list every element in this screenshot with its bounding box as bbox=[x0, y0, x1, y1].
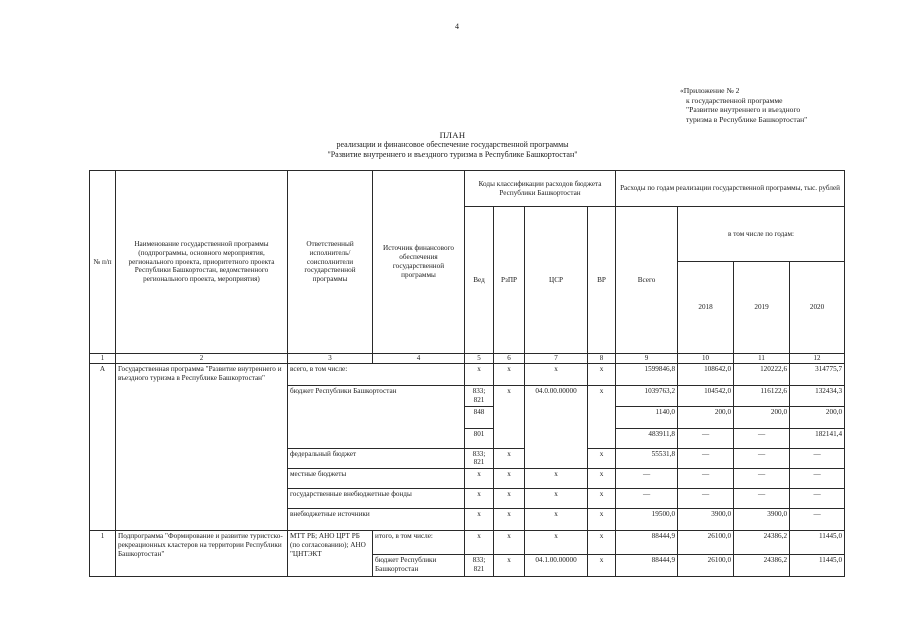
col-name-header: Наименование государственной программы (подпрограммы, основного мероприятия, регионального проекта, приоритетного проекта Республики Башкортостан, ведомственного регионального проекта, мероприятия) bbox=[116, 171, 288, 354]
y2018-cell: — bbox=[678, 428, 734, 448]
col-rzpr-header: РзПР bbox=[494, 207, 525, 354]
subprogram-num: 1 bbox=[90, 531, 116, 577]
title-line: реализации и финансовое обеспечение государственной программы bbox=[336, 140, 569, 149]
y2019-cell: 24386,2 bbox=[734, 555, 790, 577]
y2020-cell: — bbox=[790, 509, 845, 531]
col-ved-header: Вед bbox=[465, 207, 494, 354]
source-cell: федеральный бюджет bbox=[288, 448, 465, 469]
y2020-cell: — bbox=[790, 448, 845, 469]
header-row bbox=[90, 171, 845, 207]
source-cell: бюджет Республики Башкортостан bbox=[373, 555, 465, 577]
y2019-cell: — bbox=[734, 428, 790, 448]
rzpr-cell: x bbox=[494, 489, 525, 509]
y2018-cell: 200,0 bbox=[678, 406, 734, 428]
y2020-cell: 11445,0 bbox=[790, 531, 845, 555]
column-number: 1 bbox=[90, 354, 116, 364]
ved-cell: 833; 821 bbox=[465, 386, 494, 407]
vr-cell: x bbox=[588, 364, 616, 386]
total-cell: 1039763,2 bbox=[616, 386, 678, 407]
y2019-cell: 116122,6 bbox=[734, 386, 790, 407]
y2018-cell: 26100,0 bbox=[678, 531, 734, 555]
col-total-header: Всего bbox=[616, 207, 678, 354]
ved-cell: x bbox=[465, 489, 494, 509]
vr-cell: x bbox=[588, 386, 616, 449]
ved-cell: 833; 821 bbox=[465, 448, 494, 469]
ved-cell: x bbox=[465, 364, 494, 386]
appendix-line: туризма в Республике Башкортостан" bbox=[686, 114, 808, 124]
y2020-cell: — bbox=[790, 489, 845, 509]
csr-cell: x bbox=[525, 531, 588, 555]
ved-cell: x bbox=[465, 509, 494, 531]
program-num: А bbox=[90, 364, 116, 531]
vr-cell: x bbox=[588, 509, 616, 531]
rzpr-cell: x bbox=[494, 469, 525, 489]
column-number: 3 bbox=[288, 354, 373, 364]
column-number: 10 bbox=[678, 354, 734, 364]
y2018-cell: 108642,0 bbox=[678, 364, 734, 386]
total-cell: 19500,0 bbox=[616, 509, 678, 531]
csr-cell: 04.0.00.00000 bbox=[525, 386, 588, 469]
column-number: 6 bbox=[494, 354, 525, 364]
plan-table bbox=[89, 170, 845, 577]
y2019-cell: 24386,2 bbox=[734, 531, 790, 555]
source-cell: государственные внебюджетные фонды bbox=[288, 489, 465, 509]
column-number: 5 bbox=[465, 354, 494, 364]
csr-cell: x bbox=[525, 509, 588, 531]
y2018-cell: 3900,0 bbox=[678, 509, 734, 531]
col-2020-header: 2020 bbox=[790, 262, 845, 354]
rzpr-cell: x bbox=[494, 386, 525, 449]
vr-cell: x bbox=[588, 448, 616, 469]
codes-header: Коды классификации расходов бюджета Республики Башкортостан bbox=[465, 171, 616, 207]
by-years-header: в том числе по годам: bbox=[678, 207, 845, 262]
appendix-line: «Приложение № 2 bbox=[680, 86, 740, 95]
rzpr-cell: x bbox=[494, 531, 525, 555]
column-number: 9 bbox=[616, 354, 678, 364]
y2019-cell: 120222,6 bbox=[734, 364, 790, 386]
rzpr-cell: x bbox=[494, 555, 525, 577]
subprogram-name: Подпрограмма "Формирование и развитие туристско-рекреационных кластеров на территории Республики Башкортостан" bbox=[116, 531, 288, 577]
y2020-cell: 182141,4 bbox=[790, 428, 845, 448]
program-name: Государственная программа "Развитие внутреннего и въездного туризма в Республике Башкортостан" bbox=[116, 364, 288, 531]
y2019-cell: — bbox=[734, 469, 790, 489]
appendix-note bbox=[680, 86, 807, 124]
total-cell: 483911,8 bbox=[616, 428, 678, 448]
y2018-cell: — bbox=[678, 469, 734, 489]
source-cell: бюджет Республики Башкортостан bbox=[288, 386, 465, 449]
col-2019-header: 2019 bbox=[734, 262, 790, 354]
column-number: 12 bbox=[790, 354, 845, 364]
y2018-cell: — bbox=[678, 489, 734, 509]
table-row bbox=[90, 531, 845, 555]
vr-cell: x bbox=[588, 469, 616, 489]
vr-cell: x bbox=[588, 555, 616, 577]
ved-cell: 848 bbox=[465, 406, 494, 428]
col-executor-header: Ответственный исполнитель/ соисполнители государственной программы bbox=[288, 171, 373, 354]
y2019-cell: 200,0 bbox=[734, 406, 790, 428]
total-cell: — bbox=[616, 469, 678, 489]
y2019-cell: 3900,0 bbox=[734, 509, 790, 531]
y2019-cell: — bbox=[734, 489, 790, 509]
y2018-cell: — bbox=[678, 448, 734, 469]
y2020-cell: — bbox=[790, 469, 845, 489]
total-cell: 88444,9 bbox=[616, 555, 678, 577]
rzpr-cell: x bbox=[494, 448, 525, 469]
appendix-line: к государственной программе bbox=[686, 95, 783, 105]
title-line: ПЛАН bbox=[439, 130, 466, 140]
subprogram-executor: МТТ РБ; АНО ЦРТ РБ (по согласованию); АНО "ЦНТЭКТ bbox=[288, 531, 373, 577]
col-num-header: № п/п bbox=[90, 171, 116, 354]
y2019-cell: — bbox=[734, 448, 790, 469]
column-number: 11 bbox=[734, 354, 790, 364]
col-2018-header: 2018 bbox=[678, 262, 734, 354]
rzpr-cell: x bbox=[494, 364, 525, 386]
csr-cell: x bbox=[525, 364, 588, 386]
table-row bbox=[90, 364, 845, 386]
csr-cell: x bbox=[525, 469, 588, 489]
vr-cell: x bbox=[588, 531, 616, 555]
column-number: 2 bbox=[116, 354, 288, 364]
total-cell: 1599846,8 bbox=[616, 364, 678, 386]
total-cell: 1140,0 bbox=[616, 406, 678, 428]
y2018-cell: 104542,0 bbox=[678, 386, 734, 407]
y2020-cell: 200,0 bbox=[790, 406, 845, 428]
expenses-header: Расходы по годам реализации государственной программы, тыс. рублей bbox=[616, 171, 845, 207]
source-cell: всего, в том числе: bbox=[288, 364, 465, 386]
y2020-cell: 314775,7 bbox=[790, 364, 845, 386]
total-cell: 55531,8 bbox=[616, 448, 678, 469]
total-cell: 88444,9 bbox=[616, 531, 678, 555]
rzpr-cell: x bbox=[494, 509, 525, 531]
total-cell: — bbox=[616, 489, 678, 509]
csr-cell: x bbox=[525, 489, 588, 509]
ved-cell: x bbox=[465, 531, 494, 555]
ved-cell: 801 bbox=[465, 428, 494, 448]
col-csr-header: ЦСР bbox=[525, 207, 588, 354]
document-title bbox=[0, 130, 905, 160]
column-number: 7 bbox=[525, 354, 588, 364]
source-cell: внебюджетные источники bbox=[288, 509, 465, 531]
source-cell: итого, в том числе: bbox=[373, 531, 465, 555]
appendix-line: "Развитие внутреннего и въездного bbox=[686, 105, 801, 115]
ved-cell: x bbox=[465, 469, 494, 489]
y2020-cell: 132434,3 bbox=[790, 386, 845, 407]
page-number: 4 bbox=[455, 22, 459, 31]
csr-cell: 04.1.00.00000 bbox=[525, 555, 588, 577]
col-source-header: Источник финансового обеспечения государственной программы bbox=[373, 171, 465, 354]
column-number-row bbox=[90, 354, 845, 364]
column-number: 8 bbox=[588, 354, 616, 364]
y2018-cell: 26100,0 bbox=[678, 555, 734, 577]
source-cell: местные бюджеты bbox=[288, 469, 465, 489]
title-line: "Развитие внутреннего и въездного туризма в Республике Башкортостан" bbox=[327, 150, 578, 159]
vr-cell: x bbox=[588, 489, 616, 509]
y2020-cell: 11445,0 bbox=[790, 555, 845, 577]
col-vr-header: ВР bbox=[588, 207, 616, 354]
ved-cell: 833; 821 bbox=[465, 555, 494, 577]
column-number: 4 bbox=[373, 354, 465, 364]
